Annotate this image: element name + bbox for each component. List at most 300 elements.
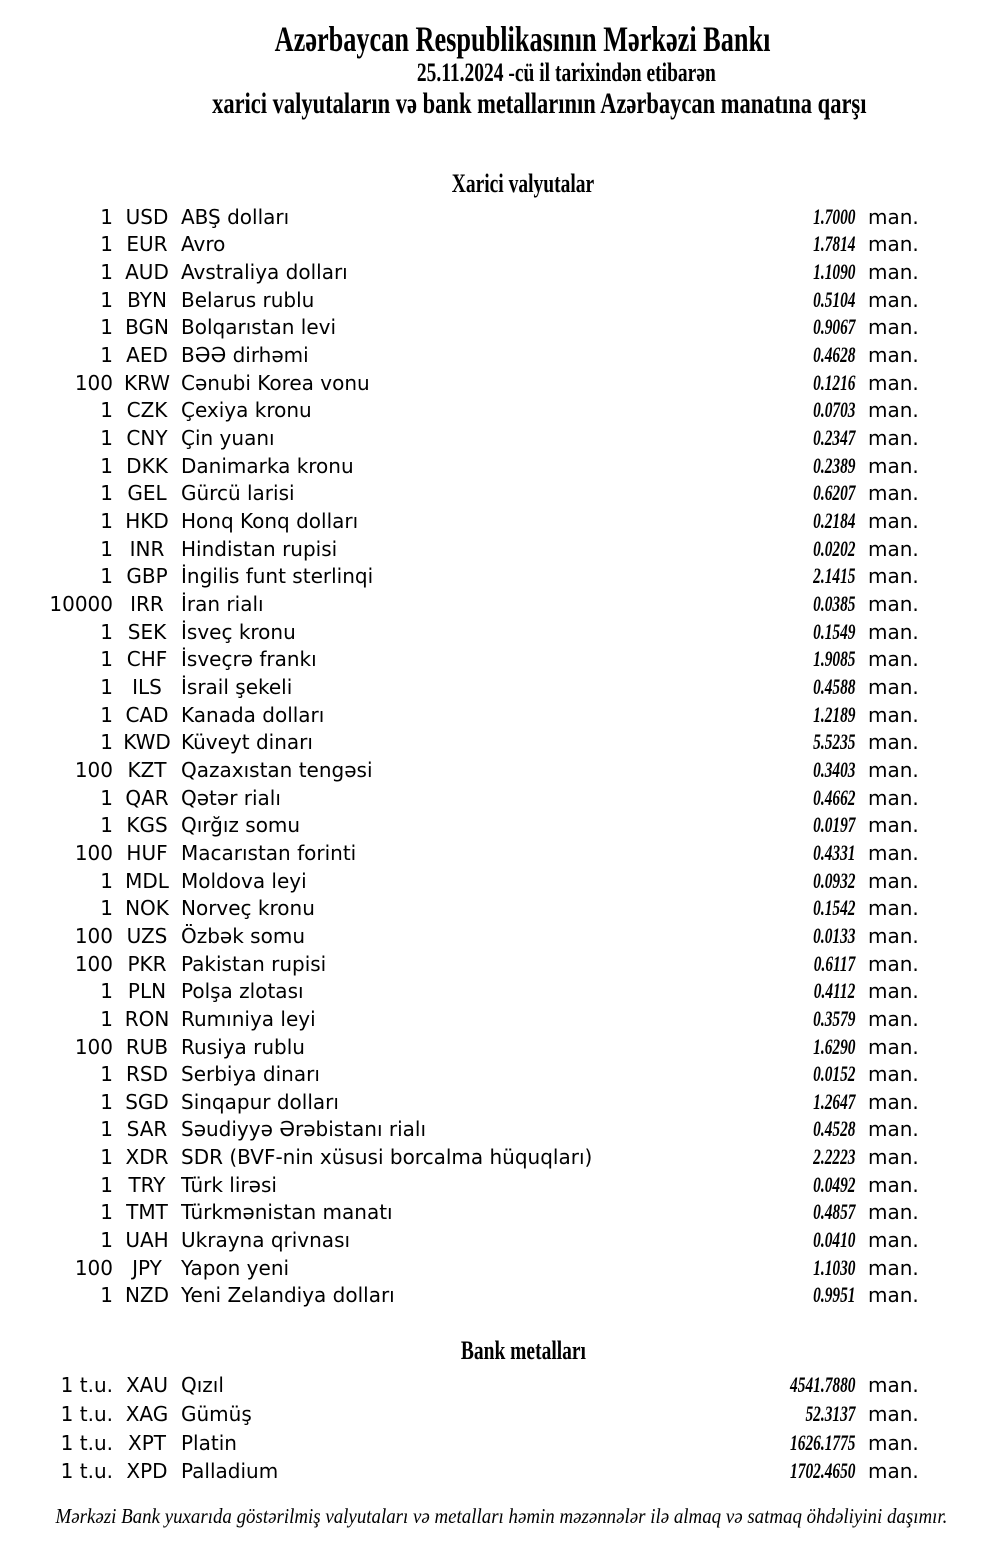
unit-label: man. bbox=[868, 509, 919, 534]
currency-name: Cənubi Korea vonu bbox=[181, 370, 370, 395]
qty-cell: 1 bbox=[100, 232, 113, 257]
rate-cell bbox=[725, 895, 855, 921]
rate-value: 0.1216 bbox=[812, 369, 855, 395]
table-row bbox=[0, 1171, 1002, 1199]
qty-cell: 1 bbox=[100, 509, 113, 534]
rate-value: 0.0385 bbox=[812, 591, 855, 617]
qty-cell: 1 bbox=[100, 315, 113, 340]
unit-label: man. bbox=[868, 813, 919, 838]
unit-label: man. bbox=[868, 370, 919, 395]
currency-code: GBP bbox=[126, 564, 168, 589]
unit-label: man. bbox=[868, 674, 919, 699]
currency-name: Polşa zlotası bbox=[181, 979, 304, 1004]
currency-name: Qətər rialı bbox=[181, 785, 281, 810]
table-row bbox=[0, 1199, 1002, 1227]
rate-cell bbox=[725, 314, 855, 340]
currency-name: Yeni Zelandiya dolları bbox=[181, 1283, 395, 1308]
rate-cell bbox=[725, 1430, 855, 1456]
currency-code: KGS bbox=[126, 813, 168, 838]
currency-code: TMT bbox=[126, 1200, 168, 1225]
section-heading-currencies bbox=[44, 169, 1002, 199]
qty-cell: 1 bbox=[100, 1172, 113, 1197]
currency-code: XAG bbox=[125, 1402, 169, 1427]
qty-cell: 100 bbox=[74, 1034, 113, 1059]
currency-name: SDR (BVF-nin xüsusi borcalma hüquqları) bbox=[181, 1145, 593, 1170]
rate-value: 1.1090 bbox=[812, 259, 855, 285]
table-row bbox=[0, 507, 1002, 535]
unit-label: man. bbox=[868, 260, 919, 285]
rate-value: 0.4662 bbox=[812, 784, 855, 810]
currency-code: TRY bbox=[128, 1172, 166, 1197]
table-row bbox=[0, 701, 1002, 729]
qty-cell: 100 bbox=[74, 1255, 113, 1280]
currency-name: Norveç kronu bbox=[181, 896, 315, 921]
section-heading-metals bbox=[44, 1336, 1002, 1366]
rate-cell bbox=[725, 425, 855, 451]
currency-code: CNY bbox=[126, 426, 168, 451]
table-row bbox=[0, 867, 1002, 895]
unit-label: man. bbox=[868, 536, 919, 561]
currency-name: Avro bbox=[181, 232, 226, 257]
currency-name: Hindistan rupisi bbox=[181, 536, 338, 561]
rate-cell bbox=[725, 1282, 855, 1308]
currency-code: AED bbox=[126, 343, 168, 368]
currency-code: CZK bbox=[126, 398, 168, 423]
qty-cell: 100 bbox=[74, 951, 113, 976]
unit-label: man. bbox=[868, 785, 919, 810]
qty-cell: 1 bbox=[100, 1283, 113, 1308]
rate-value: 4541.7880 bbox=[789, 1372, 855, 1398]
unit-label: man. bbox=[868, 398, 919, 423]
rate-value: 0.3579 bbox=[812, 1005, 855, 1031]
rate-cell bbox=[725, 729, 855, 755]
rate-cell bbox=[725, 1401, 855, 1427]
rate-cell bbox=[725, 868, 855, 894]
unit-label: man. bbox=[868, 647, 919, 672]
currency-code: INR bbox=[129, 536, 165, 561]
rate-cell bbox=[725, 1172, 855, 1198]
unit-label: man. bbox=[868, 1200, 919, 1225]
currency-name: Platin bbox=[181, 1430, 237, 1455]
table-row bbox=[0, 452, 1002, 480]
unit-label: man. bbox=[868, 757, 919, 782]
qty-cell: 1 bbox=[100, 343, 113, 368]
rate-cell bbox=[725, 370, 855, 396]
rate-value: 0.0492 bbox=[812, 1171, 855, 1197]
qty-cell: 100 bbox=[74, 370, 113, 395]
rate-value: 0.0197 bbox=[812, 812, 855, 838]
currency-code: RON bbox=[124, 1006, 170, 1031]
rate-value: 0.4628 bbox=[812, 342, 855, 368]
rate-cell bbox=[725, 1089, 855, 1115]
rate-cell bbox=[725, 508, 855, 534]
rate-cell bbox=[725, 1144, 855, 1170]
table-row bbox=[0, 535, 1002, 563]
currency-name: Serbiya dinarı bbox=[181, 1062, 320, 1087]
qty-cell: 1 bbox=[100, 813, 113, 838]
effective-date bbox=[130, 58, 1002, 88]
rate-value: 52.3137 bbox=[804, 1401, 855, 1427]
currency-code: HKD bbox=[125, 509, 169, 534]
table-row bbox=[0, 1371, 1002, 1400]
currency-name: Pakistan rupisi bbox=[181, 951, 327, 976]
rate-cell bbox=[725, 785, 855, 811]
currency-table bbox=[0, 203, 1002, 1309]
currency-code: SAR bbox=[126, 1117, 168, 1142]
qty-cell: 1 bbox=[100, 453, 113, 478]
table-row bbox=[0, 1226, 1002, 1254]
table-row bbox=[0, 1254, 1002, 1282]
qty-cell: 1 bbox=[100, 260, 113, 285]
table-row bbox=[0, 1457, 1002, 1486]
unit-label: man. bbox=[868, 1172, 919, 1197]
currency-code: BYN bbox=[127, 287, 167, 312]
table-row bbox=[0, 314, 1002, 342]
currency-code: XDR bbox=[125, 1145, 169, 1170]
rate-value: 0.0932 bbox=[812, 867, 855, 893]
rate-value: 1.1030 bbox=[812, 1254, 855, 1280]
rate-value: 0.5104 bbox=[812, 286, 855, 312]
table-row bbox=[0, 369, 1002, 397]
currency-name: Macarıstan forinti bbox=[181, 840, 357, 865]
currency-name: Moldova leyi bbox=[181, 868, 307, 893]
currency-code: RSD bbox=[126, 1062, 168, 1087]
qty-cell: 1 bbox=[100, 619, 113, 644]
table-row bbox=[0, 618, 1002, 646]
rate-value: 1.2647 bbox=[812, 1088, 855, 1114]
qty-cell: 1 bbox=[100, 426, 113, 451]
rate-value: 0.9951 bbox=[812, 1282, 855, 1308]
rate-cell bbox=[725, 480, 855, 506]
currency-code: XPT bbox=[128, 1430, 166, 1455]
metals-table bbox=[0, 1371, 1002, 1486]
currency-name: Gürcü larisi bbox=[181, 481, 295, 506]
qty-cell: 1 bbox=[100, 674, 113, 699]
unit-label: man. bbox=[868, 923, 919, 948]
unit-label: man. bbox=[868, 1402, 919, 1427]
qty-cell: 1 bbox=[100, 1062, 113, 1087]
unit-label: man. bbox=[868, 1006, 919, 1031]
currency-code: UZS bbox=[126, 923, 168, 948]
rate-cell bbox=[725, 702, 855, 728]
unit-label: man. bbox=[868, 951, 919, 976]
rate-value: 0.4588 bbox=[812, 673, 855, 699]
currency-name: İsveç kronu bbox=[181, 619, 296, 644]
rate-cell bbox=[725, 674, 855, 700]
currency-code: GEL bbox=[127, 481, 167, 506]
qty-cell: 1 bbox=[100, 785, 113, 810]
currency-code: ILS bbox=[132, 674, 162, 699]
footer-note-text: Mərkəzi Bank yuxarıda göstərilmiş valyutaları və metalları həmin məzənnələr ilə almaq və satmaq öhdəliyini daşımır. bbox=[55, 1504, 947, 1528]
table-row bbox=[0, 286, 1002, 314]
currency-name: Gümüş bbox=[181, 1402, 252, 1427]
rate-value: 0.6117 bbox=[813, 950, 855, 976]
currency-code: CAD bbox=[125, 702, 169, 727]
currency-code: AUD bbox=[125, 260, 169, 285]
currency-name: Çin yuanı bbox=[181, 426, 275, 451]
rate-value: 0.2389 bbox=[812, 452, 855, 478]
rate-value: 0.4331 bbox=[812, 839, 855, 865]
unit-label: man. bbox=[868, 619, 919, 644]
currency-name: İngilis funt sterlinqi bbox=[181, 564, 374, 589]
rate-value: 1.6290 bbox=[812, 1033, 855, 1059]
rate-cell bbox=[725, 1458, 855, 1484]
currency-name: Sinqapur dolları bbox=[181, 1089, 339, 1114]
rate-cell bbox=[725, 397, 855, 423]
table-row bbox=[0, 922, 1002, 950]
table-row bbox=[0, 950, 1002, 978]
table-row bbox=[0, 977, 1002, 1005]
qty-cell: 1 bbox=[100, 398, 113, 423]
currency-code: UAH bbox=[125, 1228, 169, 1253]
currency-code: XAU bbox=[125, 1373, 169, 1398]
currency-code: KZT bbox=[127, 757, 167, 782]
currency-name: Ukrayna qrivnası bbox=[181, 1228, 351, 1253]
currency-name: ABŞ dolları bbox=[181, 204, 290, 229]
table-row bbox=[0, 894, 1002, 922]
currency-name: Rusiya rublu bbox=[181, 1034, 305, 1059]
currency-code: IRR bbox=[130, 592, 164, 617]
qty-cell: 1 t.u. bbox=[60, 1430, 113, 1455]
rate-cell bbox=[725, 951, 855, 977]
page-subtitle-text: xarici valyutaların və bank metallarının Azərbaycan manatına qarşı bbox=[211, 87, 867, 120]
table-row bbox=[0, 728, 1002, 756]
table-row bbox=[0, 424, 1002, 452]
currency-code: HUF bbox=[126, 840, 168, 865]
currency-name: Qazaxıstan tengəsi bbox=[181, 757, 373, 782]
currency-name: Danimarka kronu bbox=[181, 453, 354, 478]
currency-name: İran rialı bbox=[181, 592, 264, 617]
qty-cell: 1 bbox=[100, 1117, 113, 1142]
currency-code: KWD bbox=[123, 730, 171, 755]
unit-label: man. bbox=[868, 1117, 919, 1142]
unit-label: man. bbox=[868, 287, 919, 312]
currency-code: KRW bbox=[124, 370, 170, 395]
rate-value: 0.0410 bbox=[812, 1227, 855, 1253]
rate-cell bbox=[725, 1116, 855, 1142]
qty-cell: 1 bbox=[100, 896, 113, 921]
unit-label: man. bbox=[868, 1255, 919, 1280]
qty-cell: 1 bbox=[100, 1228, 113, 1253]
rate-cell bbox=[725, 757, 855, 783]
currency-code: PKR bbox=[127, 951, 167, 976]
table-row bbox=[0, 1005, 1002, 1033]
currency-name: Rumıniya leyi bbox=[181, 1006, 316, 1031]
rate-value: 0.4528 bbox=[812, 1116, 855, 1142]
unit-label: man. bbox=[868, 1034, 919, 1059]
rate-cell bbox=[725, 812, 855, 838]
table-row bbox=[0, 1400, 1002, 1429]
qty-cell: 1 bbox=[100, 1089, 113, 1114]
currency-name: Yapon yeni bbox=[181, 1255, 290, 1280]
table-row bbox=[0, 258, 1002, 286]
page-subtitle bbox=[76, 87, 1002, 121]
table-row bbox=[0, 839, 1002, 867]
unit-label: man. bbox=[868, 315, 919, 340]
table-row bbox=[0, 1060, 1002, 1088]
unit-label: man. bbox=[868, 1283, 919, 1308]
table-row bbox=[0, 563, 1002, 591]
unit-label: man. bbox=[868, 426, 919, 451]
unit-label: man. bbox=[868, 896, 919, 921]
rate-value: 5.5235 bbox=[812, 729, 855, 755]
currency-code: CHF bbox=[126, 647, 168, 672]
rate-value: 0.4112 bbox=[813, 978, 855, 1004]
currency-code: QAR bbox=[125, 785, 169, 810]
rate-cell bbox=[725, 231, 855, 257]
currency-name: Türkmənistan manatı bbox=[181, 1200, 393, 1225]
qty-cell: 10000 bbox=[49, 592, 113, 617]
table-row bbox=[0, 673, 1002, 701]
table-row bbox=[0, 397, 1002, 425]
footer-note bbox=[0, 1504, 1002, 1529]
currency-name: Palladium bbox=[181, 1459, 279, 1484]
currency-name: Kanada dolları bbox=[181, 702, 325, 727]
currency-code: MDL bbox=[125, 868, 169, 893]
unit-label: man. bbox=[868, 204, 919, 229]
qty-cell: 1 bbox=[100, 287, 113, 312]
rate-cell bbox=[725, 1372, 855, 1398]
rate-value: 0.0152 bbox=[812, 1061, 855, 1087]
currency-code: BGN bbox=[125, 315, 169, 340]
rate-value: 2.2223 bbox=[812, 1144, 855, 1170]
rate-value: 0.9067 bbox=[812, 314, 855, 340]
table-row bbox=[0, 590, 1002, 618]
table-row bbox=[0, 811, 1002, 839]
unit-label: man. bbox=[868, 564, 919, 589]
unit-label: man. bbox=[868, 232, 919, 257]
table-row bbox=[0, 1088, 1002, 1116]
page-title-text: Azərbaycan Respublikasının Mərkəzi Bankı bbox=[275, 19, 771, 59]
currency-name: Qırğız somu bbox=[181, 813, 301, 838]
rate-value: 0.2347 bbox=[812, 425, 855, 451]
qty-cell: 100 bbox=[74, 923, 113, 948]
rate-value: 0.0133 bbox=[812, 922, 855, 948]
qty-cell: 1 bbox=[100, 702, 113, 727]
unit-label: man. bbox=[868, 343, 919, 368]
table-row bbox=[0, 1116, 1002, 1144]
unit-label: man. bbox=[868, 868, 919, 893]
currency-code: NZD bbox=[124, 1283, 170, 1308]
currency-name: Səudiyyə Ərəbistanı rialı bbox=[181, 1117, 427, 1142]
currency-code: PLN bbox=[127, 979, 167, 1004]
rate-cell bbox=[725, 1061, 855, 1087]
rate-cell bbox=[725, 563, 855, 589]
rate-cell bbox=[725, 1034, 855, 1060]
rate-value: 1626.1775 bbox=[789, 1429, 855, 1455]
currency-code: JPY bbox=[132, 1255, 162, 1280]
unit-label: man. bbox=[868, 730, 919, 755]
qty-cell: 1 bbox=[100, 647, 113, 672]
currency-code: RUB bbox=[125, 1034, 169, 1059]
rate-value: 0.4857 bbox=[812, 1199, 855, 1225]
currency-name: Belarus rublu bbox=[181, 287, 315, 312]
table-row bbox=[0, 1428, 1002, 1457]
rate-cell bbox=[725, 1199, 855, 1225]
rate-cell bbox=[725, 287, 855, 313]
currency-name: Türk lirəsi bbox=[181, 1172, 277, 1197]
unit-label: man. bbox=[868, 1062, 919, 1087]
qty-cell: 1 bbox=[100, 481, 113, 506]
section-heading-currencies-text: Xarici valyutalar bbox=[451, 169, 595, 198]
rate-value: 1702.4650 bbox=[789, 1458, 855, 1484]
currency-name: BƏƏ dirhəmi bbox=[181, 343, 309, 368]
rate-value: 1.7000 bbox=[812, 203, 855, 229]
rate-value: 0.6207 bbox=[812, 480, 855, 506]
rate-cell bbox=[725, 342, 855, 368]
qty-cell: 1 bbox=[100, 564, 113, 589]
qty-cell: 100 bbox=[74, 840, 113, 865]
qty-cell: 1 bbox=[100, 1145, 113, 1170]
table-row bbox=[0, 341, 1002, 369]
rate-value: 0.2184 bbox=[812, 508, 855, 534]
currency-name: İsveçrə frankı bbox=[181, 647, 317, 672]
rate-cell bbox=[725, 204, 855, 230]
table-row bbox=[0, 480, 1002, 508]
rate-cell bbox=[725, 453, 855, 479]
rate-value: 0.0703 bbox=[812, 397, 855, 423]
rate-cell bbox=[725, 1006, 855, 1032]
rate-cell bbox=[725, 619, 855, 645]
section-heading-metals-text: Bank metalları bbox=[460, 1336, 586, 1365]
rate-value: 1.7814 bbox=[812, 231, 855, 257]
unit-label: man. bbox=[868, 1373, 919, 1398]
table-row bbox=[0, 756, 1002, 784]
unit-label: man. bbox=[868, 1145, 919, 1170]
unit-label: man. bbox=[868, 979, 919, 1004]
table-row bbox=[0, 1282, 1002, 1310]
unit-label: man. bbox=[868, 702, 919, 727]
table-row bbox=[0, 203, 1002, 231]
currency-name: İsrail şekeli bbox=[181, 674, 293, 699]
rate-value: 0.1542 bbox=[812, 895, 855, 921]
currency-name: Küveyt dinarı bbox=[181, 730, 313, 755]
rate-cell bbox=[725, 536, 855, 562]
unit-label: man. bbox=[868, 481, 919, 506]
unit-label: man. bbox=[868, 1089, 919, 1114]
currency-code: SEK bbox=[127, 619, 167, 644]
currency-code: SGD bbox=[125, 1089, 169, 1114]
effective-date-text: 25.11.2024 -cü il tarixindən etibarən bbox=[416, 58, 716, 87]
unit-label: man. bbox=[868, 1430, 919, 1455]
qty-cell: 100 bbox=[74, 757, 113, 782]
unit-label: man. bbox=[868, 840, 919, 865]
qty-cell: 1 bbox=[100, 536, 113, 561]
rate-value: 0.1549 bbox=[812, 618, 855, 644]
currency-name: Özbək somu bbox=[181, 923, 305, 948]
table-row bbox=[0, 784, 1002, 812]
rate-cell bbox=[725, 978, 855, 1004]
qty-cell: 1 bbox=[100, 1006, 113, 1031]
currency-name: Bolqarıstan levi bbox=[181, 315, 337, 340]
qty-cell: 1 bbox=[100, 730, 113, 755]
currency-name: Honq Konq dolları bbox=[181, 509, 359, 534]
rate-value: 1.2189 bbox=[812, 701, 855, 727]
unit-label: man. bbox=[868, 1228, 919, 1253]
table-row bbox=[0, 1033, 1002, 1061]
rate-cell bbox=[725, 591, 855, 617]
rate-cell bbox=[725, 646, 855, 672]
currency-code: NOK bbox=[125, 896, 169, 921]
page-title bbox=[44, 18, 1002, 60]
qty-cell: 1 bbox=[100, 868, 113, 893]
qty-cell: 1 bbox=[100, 979, 113, 1004]
currency-name: Qızıl bbox=[181, 1373, 224, 1398]
rate-value: 1.9085 bbox=[812, 646, 855, 672]
rate-value: 0.0202 bbox=[812, 535, 855, 561]
unit-label: man. bbox=[868, 592, 919, 617]
unit-label: man. bbox=[868, 453, 919, 478]
